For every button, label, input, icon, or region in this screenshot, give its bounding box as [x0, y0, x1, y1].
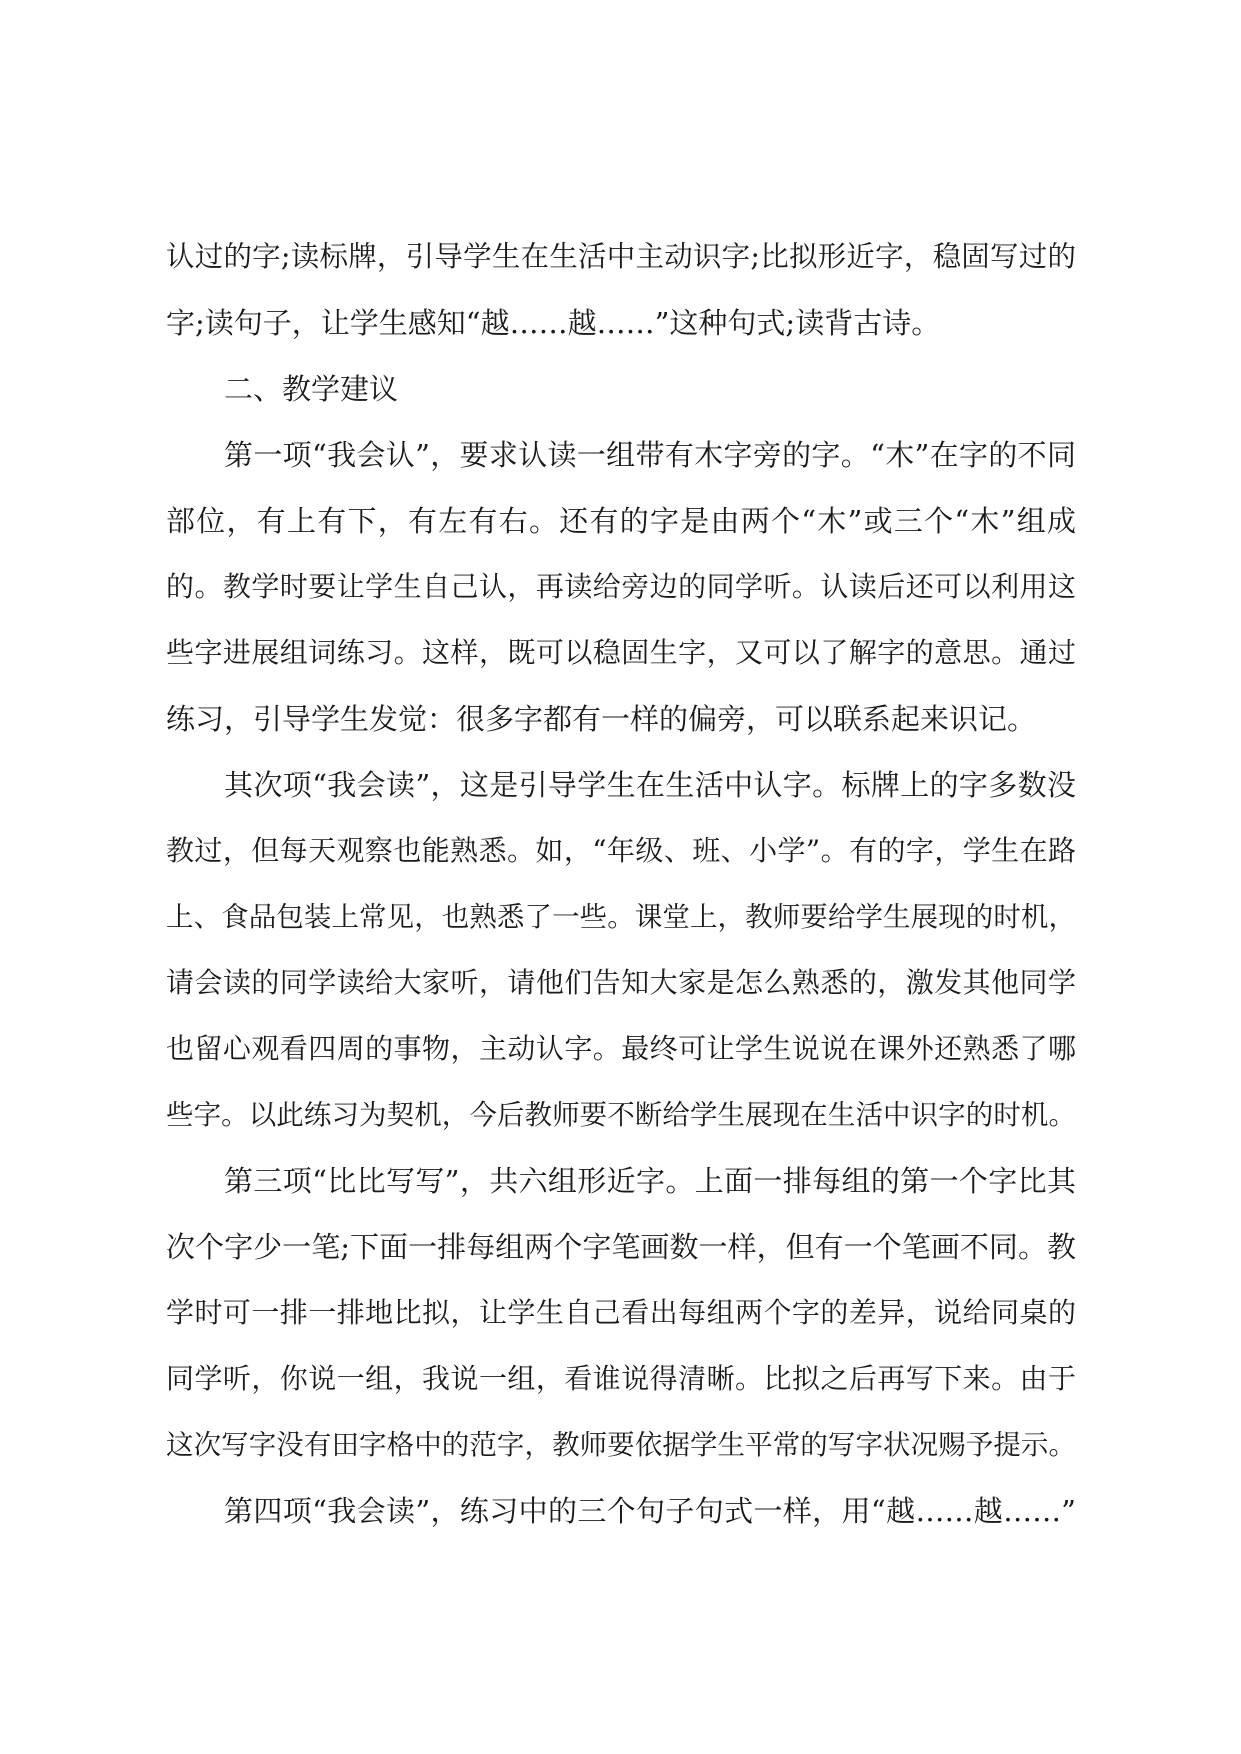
text-line: 也留心观看四周的事物，主动认字。最终可让学生说说在课外还熟悉了哪: [166, 1032, 1076, 1065]
text-line: 字;读句子，让学生感知“越……越……”这种句式;读背古诗。: [166, 306, 941, 340]
text-line: 认过的字;读标牌，引导学生在生活中主动识字;比拟形近字，稳固写过的: [166, 240, 1076, 273]
text-line: 练习，引导学生发觉：很多字都有一样的偏旁，可以联系起来识记。: [166, 702, 1037, 736]
text-line: 同学听，你说一组，我说一组，看谁说得清晰。比拟之后再写下来。由于: [166, 1362, 1076, 1395]
text-line: 教过，但每天观察也能熟悉。如，“年级、班、小学”。有的字，学生在路: [166, 834, 1076, 867]
text-line: 第一项“我会认”，要求认读一组带有木字旁的字。“木”在字的不同: [224, 438, 1076, 472]
text-line: 的。教学时要让学生自己认，再读给旁边的同学听。认读后还可以利用这: [166, 570, 1076, 603]
text-line: 上、食品包装上常见，也熟悉了一些。课堂上，教师要给学生展现的时机，: [166, 901, 1076, 933]
text-line: 其次项“我会读”，这是引导学生在生活中认字。标牌上的字多数没: [224, 768, 1076, 802]
section-heading: 二、教学建议: [224, 372, 399, 406]
text-line: 部位，有上有下，有左有右。还有的字是由两个“木”或三个“木”组成: [166, 504, 1076, 538]
text-line: 请会读的同学读给大家听，请他们告知大家是怎么熟悉的，激发其他同学: [166, 966, 1076, 999]
text-line: 些字进展组词练习。这样，既可以稳固生字，又可以了解字的意思。通过: [166, 636, 1076, 669]
text-line: 第三项“比比写写”，共六组形近字。上面一排每组的第一个字比其: [224, 1164, 1076, 1198]
body-text: [166, 224, 1076, 1544]
text-line: 次个字少一笔;下面一排每组两个字笔画数一样，但有一个笔画不同。教: [166, 1230, 1076, 1264]
text-line: 学时可一排一排地比拟，让学生自己看出每组两个字的差异，说给同桌的: [166, 1296, 1076, 1329]
text-line: 第四项“我会读”，练习中的三个句子句式一样，用“越……越……”: [224, 1494, 1076, 1528]
text-line: 这次写字没有田字格中的范字，教师要依据学生平常的写字状况赐予提示。: [166, 1429, 1076, 1461]
text-line: 些字。以此练习为契机，今后教师要不断给学生展现在生活中识字的时机。: [166, 1099, 1076, 1131]
